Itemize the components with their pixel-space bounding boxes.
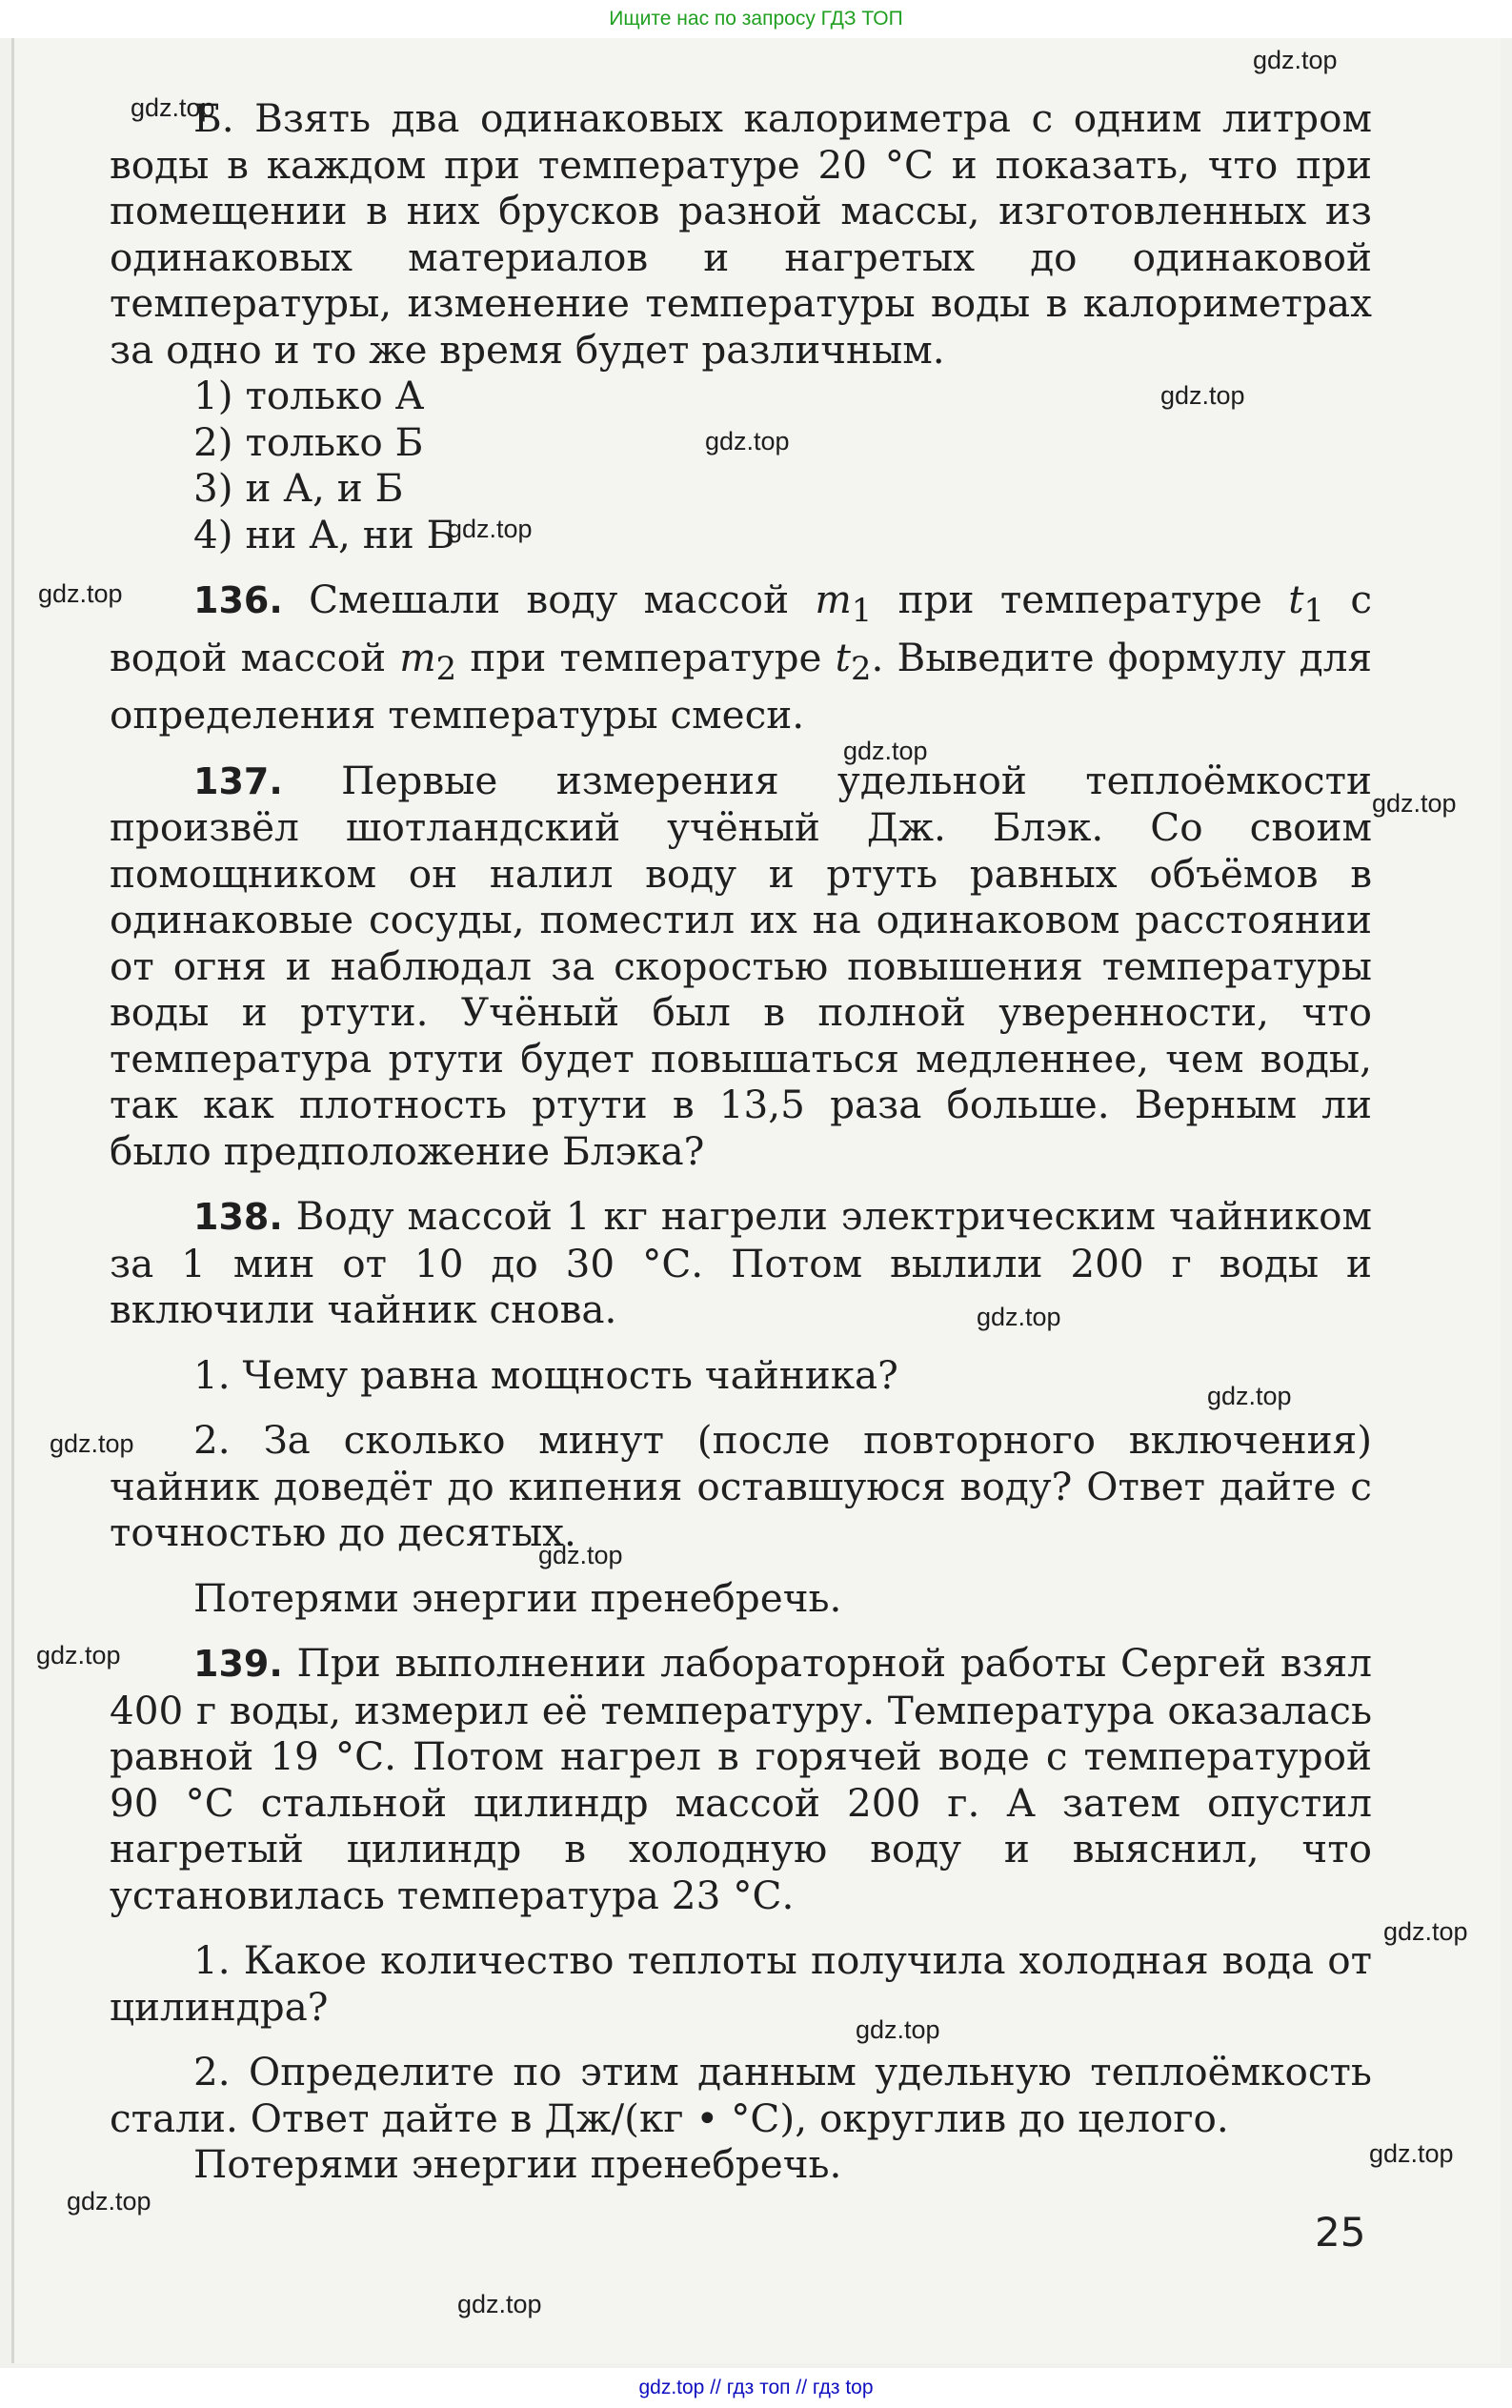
watermark: gdz.top (1253, 46, 1338, 74)
statement-b: Б. Взять два одинаковых калориметра с одним литром воды в каждом при температуре 20 °С и показать, что при помещении в них брусков разной массы, изготовленных из одинаковых материалов и нагретых до одинаковой температуры, изменение температуры воды в калориметрах за одно и то же время будет различным. (110, 95, 1372, 373)
watermark: gdz.top (448, 515, 533, 543)
problem-138-question-2: 2. За сколько минут (после повторного включения) чайник доведёт до кипения оставшуюся воду? Ответ дайте с точностью до десятых. (110, 1417, 1372, 1556)
problem-139: 139. При выполнении лабораторной работы Сергей взял 400 г воды, измерил её температуру. Температура оказалась равной 19 °С. Потом нагрел в горячей воде с температурой 90 °С стальной цилиндр массой 200 г. А затем опустил нагретый цилиндр в холодную воду и выяснил, что установилась температура 23 °С. (110, 1640, 1372, 1918)
option-2: 2) только Б (193, 418, 424, 465)
problem-138-note: Потерями энергии пренебречь. (193, 1574, 842, 1621)
watermark: gdz.top (67, 2187, 151, 2216)
problem-number: 139. (193, 1643, 283, 1686)
watermark: gdz.top (131, 93, 215, 122)
problem-138: 138. Воду массой 1 кг нагрели электрическим чайником за 1 мин от 10 до 30 °С. Потом вылили 200 г воды и включили чайник снова. (110, 1193, 1372, 1333)
watermark: gdz.top (50, 1429, 134, 1458)
problem-136: 136. Смешали воду массой $m_1$ при температуре $t_1$ с водой массой $m_2$ при температуре $t_2$. Выведите формулу для определения температуры смеси. (110, 577, 1373, 739)
watermark: gdz.top (1372, 789, 1457, 818)
watermark: gdz.top (1207, 1382, 1292, 1410)
problem-number: 137. (193, 759, 283, 802)
option-3: 3) и А, и Б (193, 465, 404, 511)
top-banner (0, 0, 1512, 38)
problem-139-note: Потерями энергии пренебречь. (193, 2141, 842, 2188)
watermark: gdz.top (705, 427, 790, 455)
watermark: gdz.top (1369, 2139, 1454, 2168)
watermark: gdz.top (457, 2290, 542, 2318)
problem-137: 137. Первые измерения удельной теплоёмкости произвёл шотландский учёный Дж. Блэк. Со своим помощником он налил воду и ртуть равных объёмов в одинаковые сосуды, поместил их на одинаковом расстоянии от огня и наблюдал за скоростью повышения температуры воды и ртути. Учёный был в полной уверенности, что температура ртути будет повышаться медленнее, чем воды, так как плотность ртути в 13,5 раза больше. Верным ли было предположение Блэка? (110, 757, 1372, 1174)
problem-number: 138. (193, 1196, 283, 1239)
bottom-banner-text: gdz.top // гдз топ // гдз top (638, 2377, 874, 2398)
watermark: gdz.top (538, 1541, 623, 1569)
bottom-banner (0, 2368, 1512, 2408)
watermark: gdz.top (977, 1303, 1061, 1331)
watermark: gdz.top (36, 1641, 121, 1669)
option-1: 1) только А (193, 373, 425, 418)
option-4: 4) ни А, ни Б (193, 511, 455, 557)
problem-138-question-1: 1. Чему равна мощность чайника? (193, 1351, 898, 1398)
page-number: 25 (1315, 2209, 1366, 2256)
problem-139-question-2: 2. Определите по этим данным удельную теплоёмкость стали. Ответ дайте в Дж/(кг • °С), округлив до целого. (110, 2049, 1372, 2141)
watermark: gdz.top (38, 579, 123, 608)
problem-139-question-1: 1. Какое количество теплоты получила холодная вода от цилиндра? (110, 1937, 1372, 2030)
watermark: gdz.top (843, 737, 928, 765)
watermark: gdz.top (1160, 381, 1245, 410)
watermark: gdz.top (856, 2015, 940, 2044)
problem-number: 136. (193, 579, 283, 621)
top-banner-text: Ищите нас по запросу ГДЗ ТОП (609, 8, 903, 30)
watermark: gdz.top (1383, 1917, 1468, 1946)
